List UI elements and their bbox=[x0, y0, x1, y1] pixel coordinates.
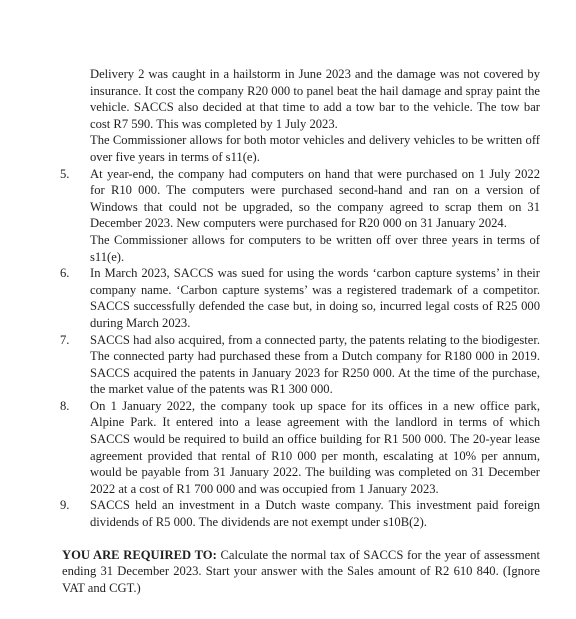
item-number: 8. bbox=[60, 398, 70, 413]
item-number: 5. bbox=[60, 166, 70, 181]
list-item-7 bbox=[60, 332, 540, 398]
required-instruction bbox=[62, 547, 540, 597]
required-text: Calculate the normal tax of SACCS for the year of assessment ending 31 December 2023. Start your answer with the Sales amount of R2 610 840. (Ignore VAT and CGT.) bbox=[62, 547, 541, 595]
list-item-9 bbox=[60, 497, 540, 530]
item-number: 6. bbox=[60, 266, 70, 281]
item-paragraph: The Commissioner allows for computers to be written off over three years in terms of s11(e). bbox=[90, 232, 540, 264]
item-paragraph: SACCS had also acquired, from a connected party, the patents relating to the biodigester. The connected party had purchased these from a Dutch company for R180 000 in 2019. SACCS acquired the patents in January 2023 for R250 000. At the time of the purchase, the market value of the patents was R1 300 000. bbox=[90, 332, 540, 397]
continuation-block bbox=[90, 66, 540, 166]
list-item-5 bbox=[60, 166, 540, 266]
item-paragraph: At year-end, the company had computers on hand that were purchased on 1 July 2022 for R10 000. The computers were purchased second-hand and ran on a version of Windows that could not be upgraded, so the company agreed to scrap them on 31 December 2023. New computers were purchased for R20 000 on 31 January 2024. bbox=[90, 166, 540, 231]
list-item-6 bbox=[60, 265, 540, 331]
item-paragraph: SACCS held an investment in a Dutch waste company. This investment paid foreign dividends of R5 000. The dividends are not exempt under s10B(2). bbox=[90, 498, 540, 530]
item-paragraph: In March 2023, SACCS was sued for using the words ‘carbon capture systems’ in their company name. ‘Carbon capture systems’ was a registered trademark of a competitor. SACCS successfully defended the case but, in doing so, incurred legal costs of R25 000 during March 2023. bbox=[90, 266, 540, 330]
required-heading: YOU ARE REQUIRED TO: bbox=[62, 547, 217, 562]
continuation-paragraph: The Commissioner allows for both motor vehicles and delivery vehicles to be written off over five years in terms of s11(e). bbox=[90, 133, 540, 164]
continuation-paragraph: Delivery 2 was caught in a hailstorm in June 2023 and the damage was not covered by insurance. It cost the company R20 000 to panel beat the hail damage and spray paint the vehicle. SACCS also decided at that time to add a tow bar to the vehicle. The tow bar cost R7 590. This was completed by 1 July 2023. bbox=[90, 67, 540, 131]
list-item-8 bbox=[60, 398, 540, 498]
item-number: 7. bbox=[60, 332, 70, 347]
item-number: 9. bbox=[60, 498, 70, 513]
item-paragraph: On 1 January 2022, the company took up space for its offices in a new office park, Alpine Park. It entered into a lease agreement with the landlord in terms of which SACCS would be required to build an office building for R1 500 000. The 20-year lease agreement provided that rental of R10 000 per month, escalating at 10% per annum, would be payable from 31 January 2022. The building was completed on 31 December 2022 at a cost of R1 700 000 and was occupied from 1 January 2023. bbox=[90, 398, 540, 496]
